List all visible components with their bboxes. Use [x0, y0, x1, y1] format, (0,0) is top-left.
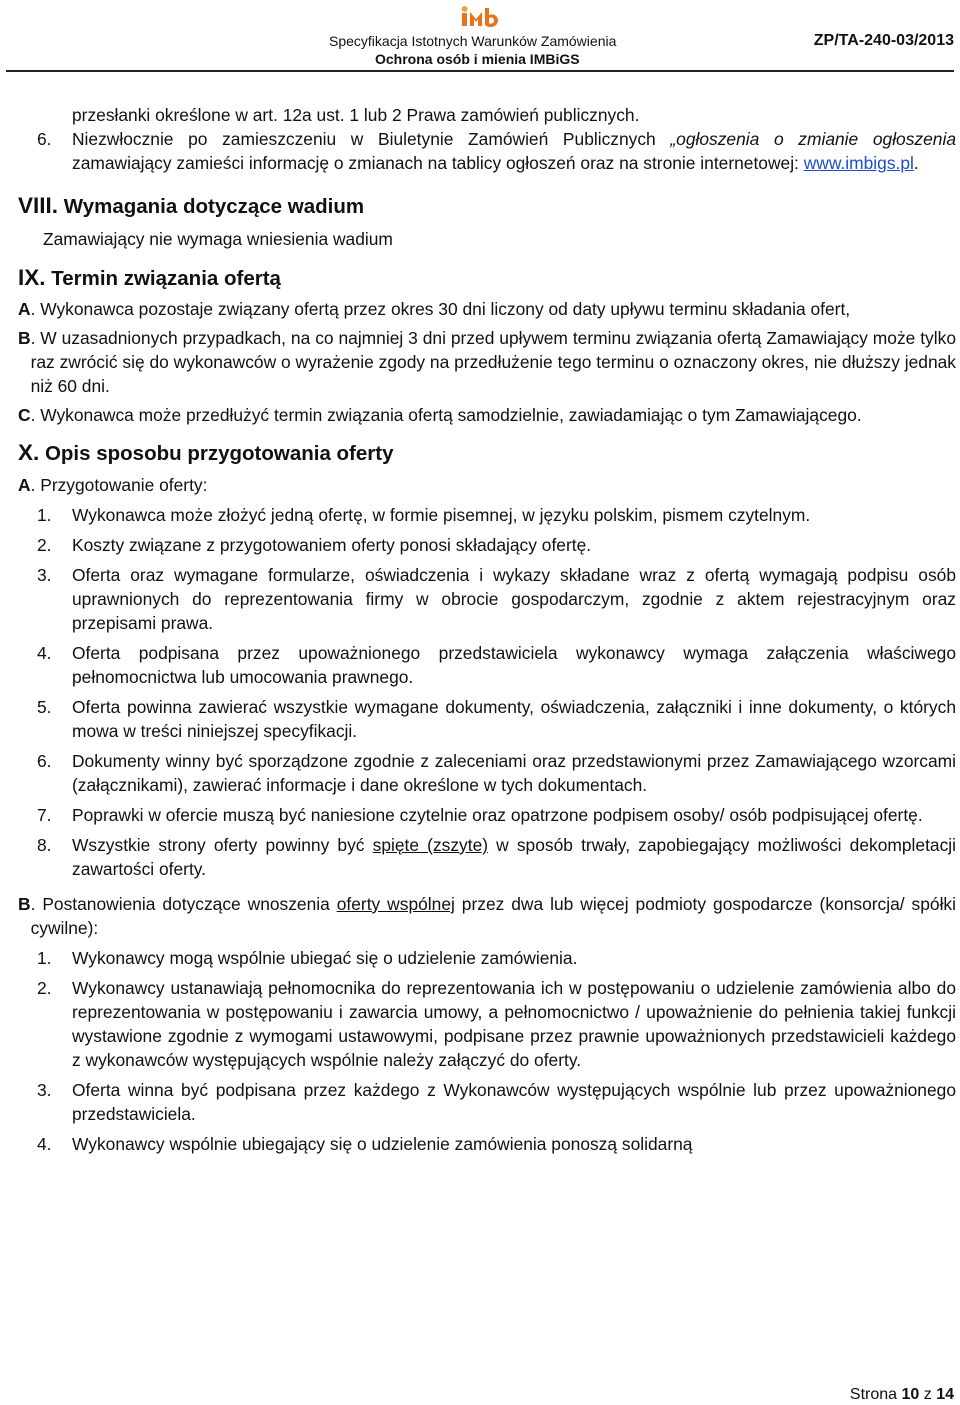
- subsection-b-title: B . Postanowienia dotyczące wnoszenia oferty wspólnej przez dwa lub więcej podmioty gospodarcze (konsorcja/ spółki cywilne):: [18, 894, 956, 938]
- list-item: 3. Oferta oraz wymagane formularze, oświadczenia i wykazy składane wraz z ofertą wymagają podpisu osób uprawnionych do reprezentowania firmy w obrocie gospodarczym, zgodnie z aktem rejestracyjnym oraz przepisami prawa.: [37, 565, 956, 633]
- list-item: C . Wykonawca może przedłużyć termin związania ofertą samodzielnie, zawiadamiając o tym Zamawiającego.: [18, 405, 862, 425]
- underlined-text: oferty wspólnej: [336, 894, 455, 914]
- page-number: Strona 10 z 14: [849, 1386, 954, 1403]
- page-header: [0, 0, 960, 70]
- section-heading-viii: VIII. Wymagania dotyczące wadium: [18, 193, 365, 218]
- list-item: 3. Oferta winna być podpisana przez każdego z Wykonawców występujących wspólnie lub przez upoważnionego przedstawiciela.: [37, 1080, 956, 1124]
- logo-text: IMB: [480, 27, 482, 28]
- list-item: 1. Wykonawcy mogą wspólnie ubiegać się o udzielenie zamówienia.: [37, 948, 578, 968]
- header-subtitle: Ochrona osób i mienia IMBiGS: [375, 51, 580, 67]
- document-reference: ZP/TA-240-03/2013: [813, 32, 954, 49]
- item-text: Niezwłocznie po zamieszczeniu w Biuletynie Zamówień Publicznych „ogłoszenia o zmianie ogłoszenia zamawiający zamieści informację o zmianach na tablicy ogłoszeń oraz na stronie internetowej: www.imbigs.pl.: [72, 129, 956, 173]
- list-item: A . Wykonawca pozostaje związany ofertą przez okres 30 dni liczony od daty upływu terminu składania ofert,: [18, 299, 851, 319]
- document-body: [18, 103, 956, 1156]
- list-item: 8. Wszystkie strony oferty powinny być spięte (zszyte) w sposób trwały, zapobiegający możliwości dekompletacji zawartości oferty.: [37, 835, 957, 879]
- continuation-paragraph: przesłanki określone w art. 12a ust. 1 lub 2 Prawa zamówień publicznych.: [72, 105, 640, 125]
- underlined-text: spięte (zszyte): [372, 835, 489, 855]
- section-text: Zamawiający nie wymaga wniesienia wadium: [43, 229, 393, 249]
- list-item: 2. Koszty związane z przygotowaniem oferty ponosi składający ofertę.: [37, 535, 592, 555]
- website-link[interactable]: www.imbigs.pl: [803, 153, 914, 173]
- list-item: 4. Wykonawcy wspólnie ubiegający się o udzielenie zamówienia ponoszą solidarną: [37, 1134, 693, 1154]
- list-item: [18, 127, 956, 175]
- list-item: 4. Oferta podpisana przez upoważnionego przedstawiciela wykonawcy wymaga załączenia właściwego pełnomocnictwa lub umocowania prawnego.: [37, 643, 956, 687]
- header-title: Specyfikacja Istotnych Warunków Zamówienia: [329, 33, 617, 49]
- subsection-a-title: A. Przygotowanie oferty:: [18, 475, 208, 495]
- section-heading-x: X. Opis sposobu przygotowania oferty: [18, 440, 394, 465]
- header-divider: [6, 70, 954, 72]
- section-heading-ix: IX. Termin związania ofertą: [18, 265, 281, 290]
- list-item: 1. Wykonawca może złożyć jedną ofertę, w formie pisemnej, w języku polskim, pismem czytelnym.: [37, 505, 811, 525]
- list-item: 2. Wykonawcy ustanawiają pełnomocnika do reprezentowania ich w postępowaniu o udzielenie zamówienia albo do reprezentowania w postępowaniu i zawarcia umowy, a pełnomocnictwo / upoważnienie do pełnienia takiej funkcji wystawione zgodnie z wymogami ustawowymi, podpisane przez prawnie upoważnionych przedstawicieli każdego z wykonawców występujących wspólnie należy załączyć do oferty.: [37, 978, 956, 1070]
- list-item: 7. Poprawki w ofercie muszą być naniesione czytelnie oraz opatrzone podpisem osoby/ osób podpisującej ofertę.: [37, 805, 923, 825]
- emphasis-text: „ogłoszenia o zmianie ogłoszenia: [670, 129, 956, 149]
- list-item: 6. Dokumenty winny być sporządzone zgodnie z zaleceniami oraz przedstawionymi przez Zamawiającego wzorcami (załącznikami), zawierać informacje i dane określone w tych dokumentach.: [37, 751, 956, 795]
- list-item: 5. Oferta powinna zawierać wszystkie wymagane dokumenty, oświadczenia, załączniki i inne dokumenty, o których mowa w treści niniejszej specyfikacji.: [37, 697, 956, 741]
- imbigs-logo: [460, 4, 500, 28]
- list-item: B . W uzasadnionych przypadkach, na co najmniej 3 dni przed upływem terminu związania ofertą Zamawiający może tylko raz zwrócić się do wykonawców o wyrażenie zgody na przedłużenie tego terminu o oznaczony okres, nie dłuższy jednak niż 60 dni.: [18, 328, 956, 396]
- item-number: 6.: [37, 129, 52, 149]
